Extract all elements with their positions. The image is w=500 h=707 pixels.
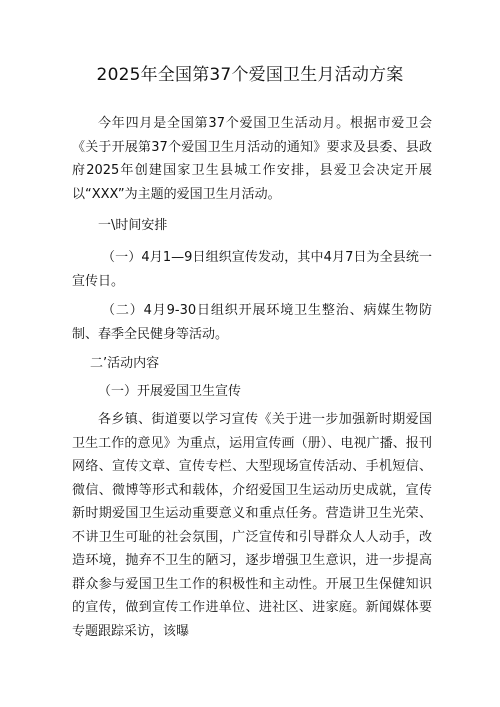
section-time-heading: 一\时间安排	[98, 218, 168, 233]
section-content-heading: 二’活动内容	[90, 356, 160, 371]
intro-paragraph: 今年四月是全国第37个爱国卫生活动月。根据市爱卫会《关于开展第37个爱国卫生月活动的通知》要求及县委、县政府2025年创建国家卫生县城工作安排，县爱卫会决定开展以“XXX”为主题的爱国卫生月活动。	[72, 116, 432, 202]
document-title: 2025年全国第37个爱国卫生月活动方案	[96, 65, 404, 85]
content-item-1-heading: （一）开展爱国卫生宣传	[98, 384, 242, 399]
content-item-1-body: 各乡镇、街道要以学习宣传《关于进一步加强新时期爱国卫生工作的意见》为重点，运用宣传画（册）、电视广播、报刊网络、宣传文章、宣传专栏、大型现场宣传活动、手机短信、微信、微博等形式和载体，介绍爱国卫生运动历史成就，宣传新时期爱国卫生运动重要意义和重点任务。营造讲卫生光荣、不讲卫生可耻的社会氛围，广泛宣传和引导群众人人动手，改造环境，抛弃不卫生的陋习，逐步增强卫生意识，进一步提高群众参与爱国卫生工作的积极性和主动性。开展卫生保健知识的宣传，做到宣传工作进单位、进社区、进家庭。新闻媒体要专题跟踪采访，该曝	[72, 412, 432, 639]
time-item-1: （一）4月1—9日组织宣传发动，其中4月7日为全县统一宣传日。	[72, 250, 432, 289]
time-item-2: （二）4月9-30日组织开展环境卫生整治、病媒生物防制、春季全民健身等活动。	[72, 303, 432, 342]
